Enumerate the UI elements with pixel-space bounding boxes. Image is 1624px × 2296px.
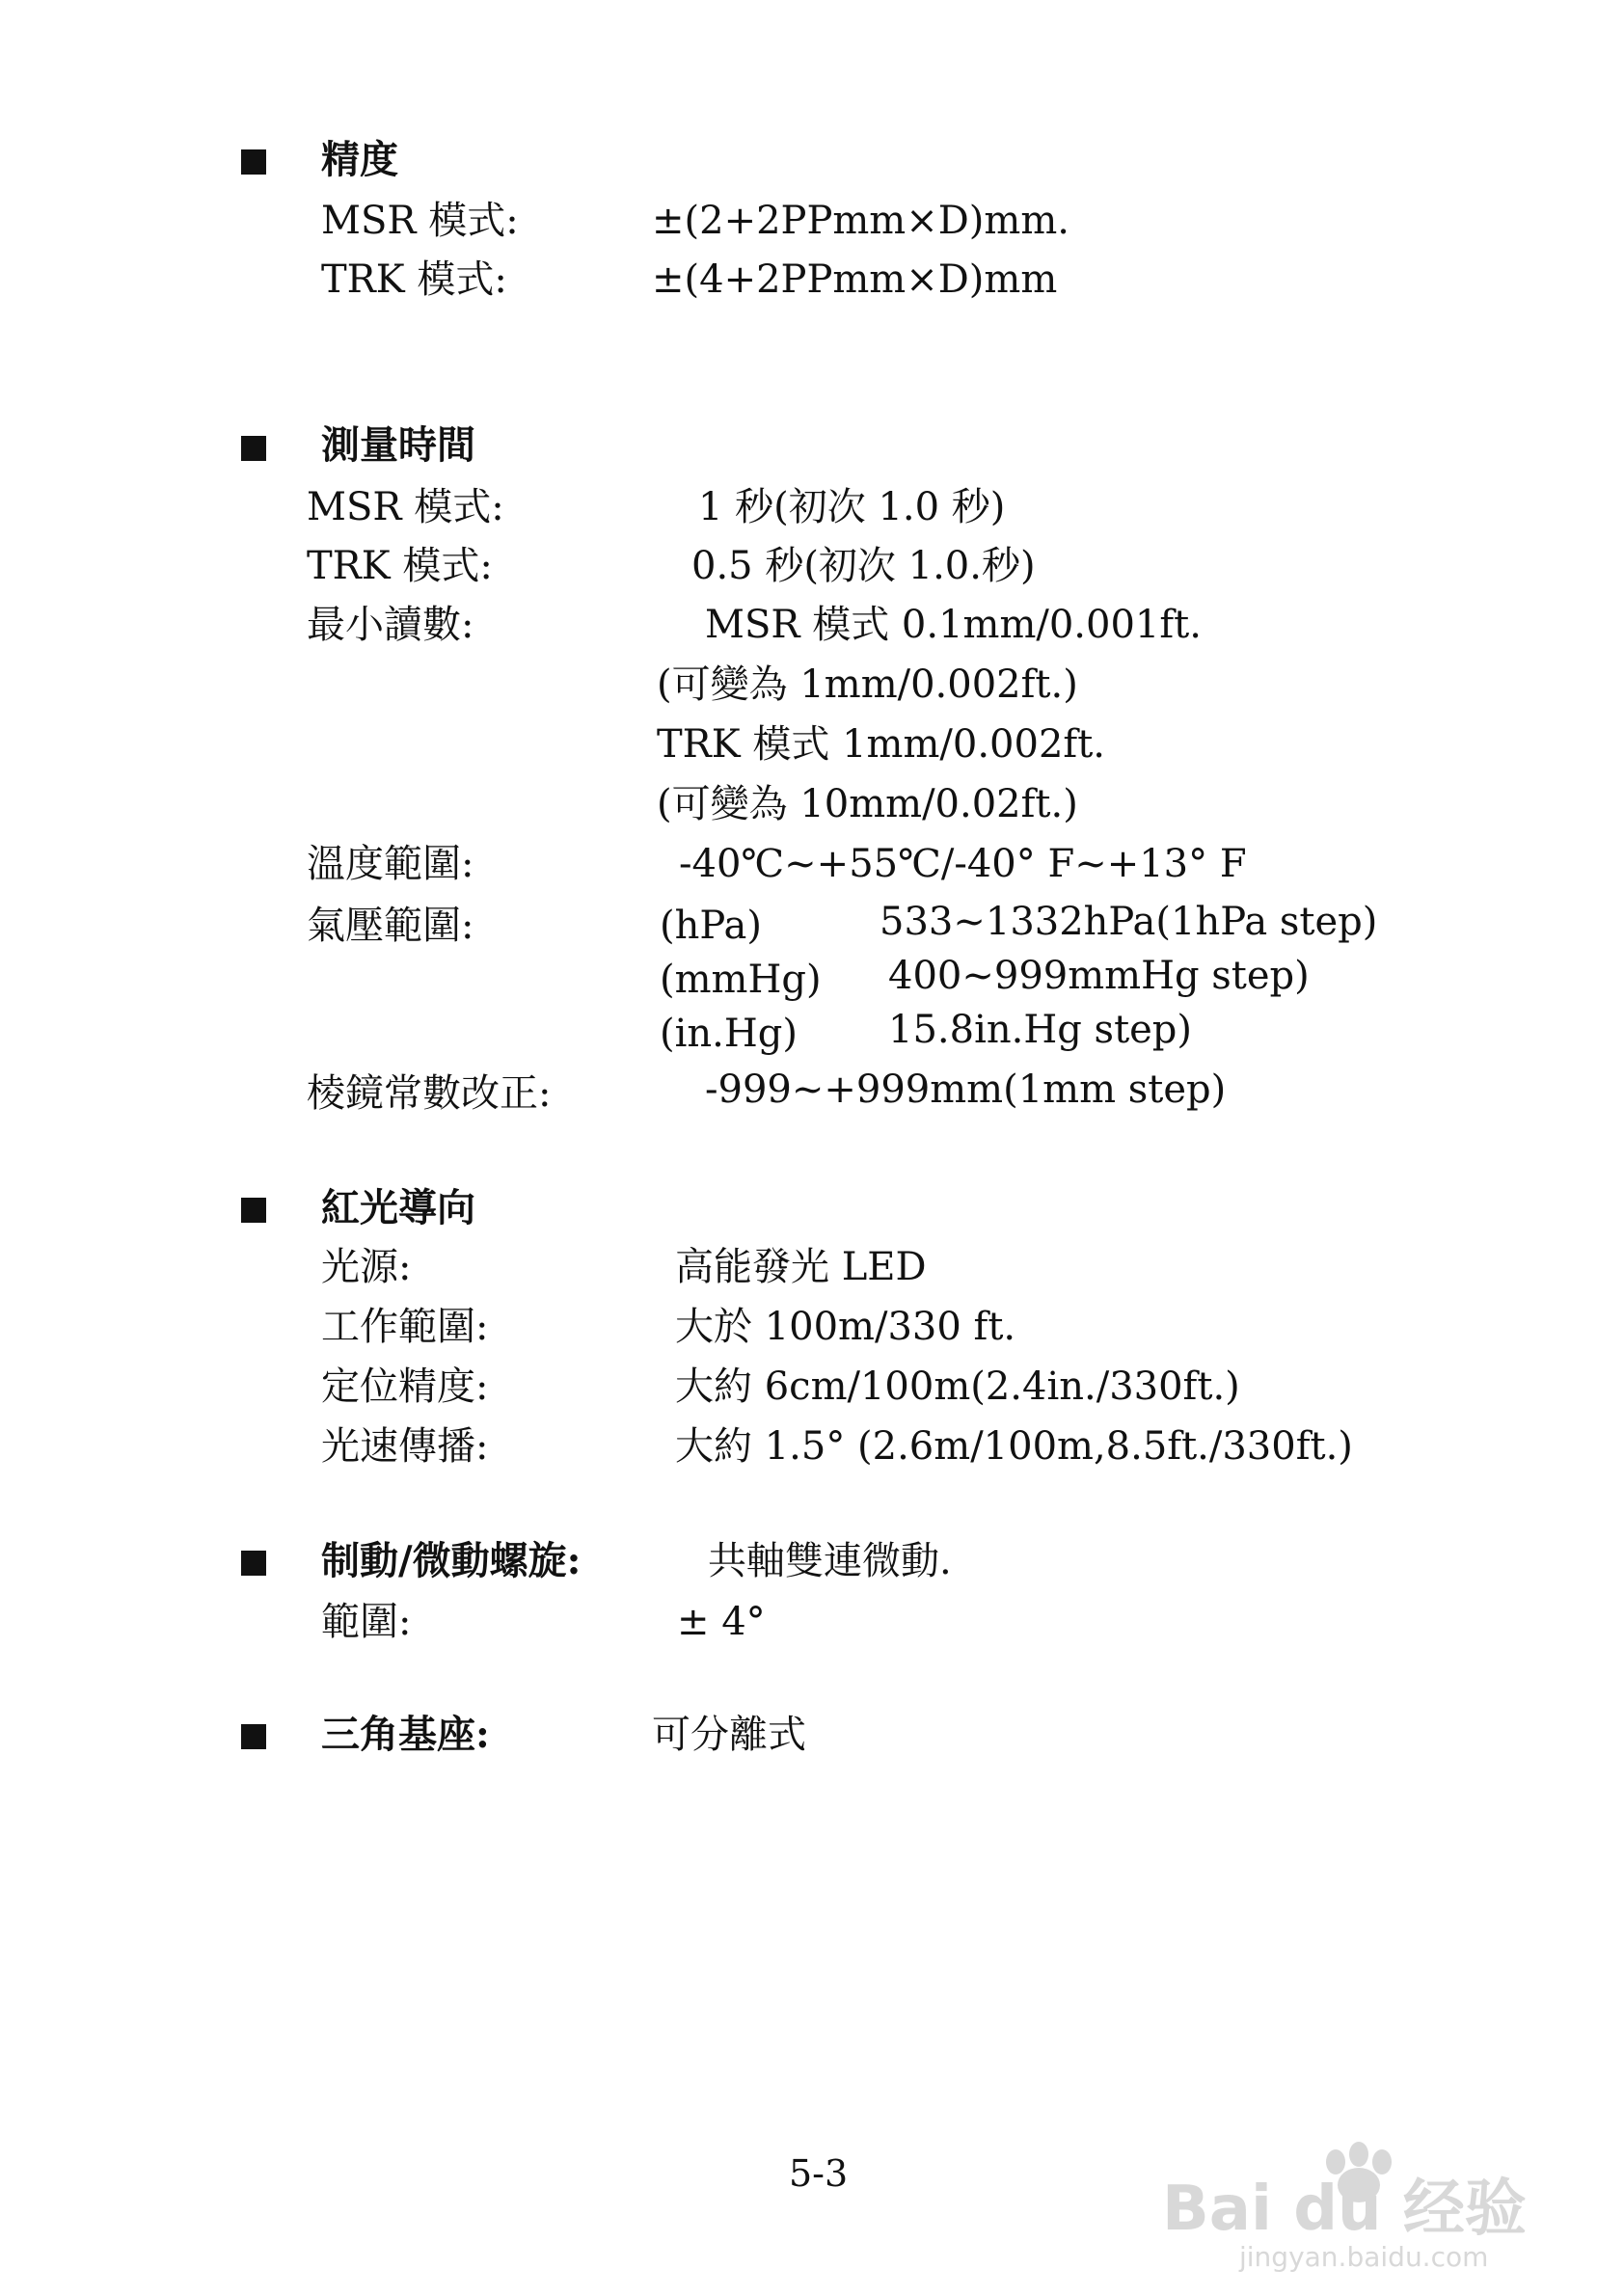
positioning-accuracy-value: 大約 6cm/100m(2.4in./330ft.) — [675, 1364, 1240, 1409]
tribrach-value: 可分離式 — [652, 1713, 806, 1757]
prism-constant-label: 棱鏡常數改正: — [307, 1071, 552, 1116]
pressure-unit: (hPa) — [660, 904, 762, 948]
msr-precision-value: ±(2+2PPmm×D)mm. — [652, 199, 1069, 243]
trk-time-label: TRK 模式: — [307, 544, 493, 588]
watermark-url: jingyan.baidu.com — [1239, 2241, 1489, 2273]
section-heading-tangent-screw: 制動/微動螺旋: — [321, 1538, 582, 1583]
bullet-icon — [241, 436, 266, 461]
bullet-icon — [241, 149, 266, 175]
light-source-value: 高能發光 LED — [675, 1245, 927, 1289]
pressure-value: 400~999mmHg step) — [888, 954, 1310, 998]
page-number: 5-3 — [789, 2152, 849, 2195]
work-range-value: 大於 100m/330 ft. — [675, 1305, 1016, 1349]
light-source-label: 光源: — [321, 1245, 412, 1289]
temp-range-label: 溫度範圍: — [307, 842, 474, 886]
msr-time-value: 1 秒(初次 1.0 秒) — [698, 485, 1006, 529]
range-label: 範圍: — [321, 1600, 412, 1644]
pressure-unit: (mmHg) — [660, 958, 822, 1002]
baidu-jingyan-watermark — [1152, 2141, 1557, 2276]
min-reading-line: TRK 模式 1mm/0.002ft. — [657, 722, 1105, 767]
min-reading-line: (可變為 10mm/0.02ft.) — [657, 782, 1078, 826]
section-heading-measure-time: 測量時間 — [321, 422, 475, 468]
bullet-icon — [241, 1198, 266, 1223]
trk-precision-label: TRK 模式: — [321, 257, 507, 302]
bullet-icon — [241, 1724, 266, 1749]
watermark-brand: Bai du 经验 — [1162, 2174, 1527, 2245]
section-heading-red-light-guide: 紅光導向 — [321, 1185, 475, 1230]
tangent-screw-value: 共軸雙連微動. — [708, 1539, 952, 1583]
section-heading-tribrach: 三角基座: — [321, 1712, 490, 1757]
msr-precision-label: MSR 模式: — [321, 199, 519, 243]
temp-range-value: -40℃~+55℃/-40° F~+13° F — [679, 842, 1247, 886]
min-reading-line: (可變為 1mm/0.002ft.) — [657, 662, 1078, 707]
range-value: ± 4° — [677, 1600, 766, 1644]
msr-time-label: MSR 模式: — [307, 485, 504, 529]
positioning-accuracy-label: 定位精度: — [321, 1364, 489, 1409]
min-reading-label: 最小讀數: — [307, 603, 474, 647]
trk-precision-value: ±(4+2PPmm×D)mm — [652, 257, 1058, 302]
prism-constant-value: -999~+999mm(1mm step) — [705, 1067, 1227, 1112]
beam-spread-label: 光速傳播: — [321, 1424, 489, 1469]
pressure-unit: (in.Hg) — [660, 1012, 798, 1056]
section-heading-precision: 精度 — [321, 137, 398, 182]
pressure-value: 533~1332hPa(1hPa step) — [880, 900, 1378, 944]
beam-spread-value: 大約 1.5° (2.6m/100m,8.5ft./330ft.) — [675, 1424, 1353, 1469]
trk-time-value: 0.5 秒(初次 1.0.秒) — [691, 544, 1036, 588]
work-range-label: 工作範圍: — [321, 1305, 489, 1349]
pressure-range-label: 氣壓範圍: — [307, 904, 474, 948]
pressure-value: 15.8in.Hg step) — [888, 1008, 1193, 1052]
min-reading-line: MSR 模式 0.1mm/0.001ft. — [705, 603, 1202, 647]
bullet-icon — [241, 1551, 266, 1576]
